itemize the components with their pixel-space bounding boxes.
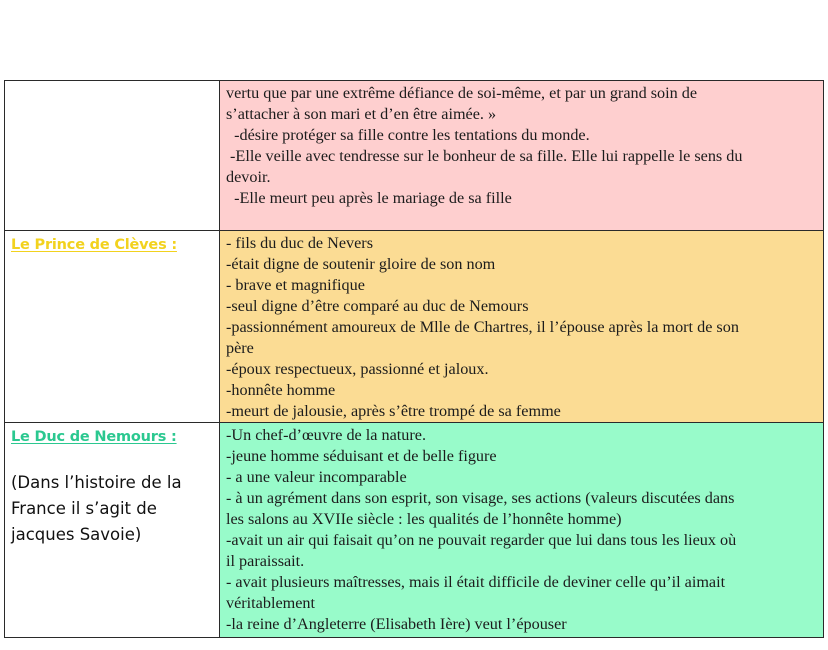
description-line: -meurt de jalousie, après s’être trompé de sa femme bbox=[226, 402, 561, 420]
duc-heading: Le Duc de Nemours : bbox=[11, 429, 177, 445]
history-note-line: jacques Savoie) bbox=[11, 525, 142, 544]
description-line: -avait un air qui faisait qu’on ne pouvait regarder que lui dans tous les lieux où bbox=[226, 531, 737, 549]
description-line: - avait plusieurs maîtresses, mais il était difficile de deviner celle qu’il aimait bbox=[226, 573, 726, 591]
description-line: -désire protéger sa fille contre les tentations du monde. bbox=[226, 126, 590, 144]
description-line: -époux respectueux, passionné et jaloux. bbox=[226, 360, 489, 378]
table-row-prince bbox=[5, 231, 824, 423]
description-line: -seul digne d’être comparé au duc de Nemours bbox=[226, 297, 529, 315]
description-line: -jeune homme séduisant et de belle figure bbox=[226, 447, 497, 465]
mother-description-cell bbox=[220, 81, 824, 231]
description-line: - a une valeur incomparable bbox=[226, 468, 407, 486]
description-line: les salons au XVIIe siècle : les qualités de l’honnête homme) bbox=[226, 510, 622, 528]
description-line: s’attacher à son mari et d’en être aimée. » bbox=[226, 105, 497, 123]
description-line: devoir. bbox=[226, 168, 271, 186]
prince-name-cell bbox=[5, 231, 220, 423]
description-line: -était digne de soutenir gloire de son nom bbox=[226, 255, 496, 273]
table-row-mother bbox=[5, 81, 824, 231]
duc-name-cell bbox=[5, 423, 220, 638]
description-line: -Un chef-d’œuvre de la nature. bbox=[226, 426, 426, 444]
description-line: - brave et magnifique bbox=[226, 276, 365, 294]
description-line: père bbox=[226, 339, 254, 357]
empty-name-cell bbox=[5, 81, 220, 231]
prince-description-cell bbox=[220, 231, 824, 423]
description-line: véritablement bbox=[226, 594, 315, 612]
description-line: -la reine d’Angleterre (Elisabeth Ière) veut l’épouser bbox=[226, 615, 567, 633]
description-line: -Elle meurt peu après le mariage de sa fille bbox=[226, 189, 512, 207]
history-note bbox=[11, 470, 219, 548]
description-line: vertu que par une extrême défiance de soi-même, et par un grand soin de bbox=[226, 84, 698, 102]
duc-description-cell bbox=[220, 423, 824, 638]
prince-heading: Le Prince de Clèves : bbox=[11, 237, 177, 253]
character-table bbox=[4, 80, 824, 638]
history-note-line: (Dans l’histoire de la bbox=[11, 473, 182, 492]
description-line: -honnête homme bbox=[226, 381, 336, 399]
history-note-line: France il s’agit de bbox=[11, 499, 157, 518]
description-line: - fils du duc de Nevers bbox=[226, 234, 373, 252]
description-line: - à un agrément dans son esprit, son visage, ses actions (valeurs discutées dans bbox=[226, 489, 735, 507]
table-row-duc bbox=[5, 423, 824, 638]
description-line: -Elle veille avec tendresse sur le bonheur de sa fille. Elle lui rappelle le sens du bbox=[226, 147, 743, 165]
description-line: -passionnément amoureux de Mlle de Chartres, il l’épouse après la mort de son bbox=[226, 318, 739, 336]
description-line: il paraissait. bbox=[226, 552, 305, 570]
